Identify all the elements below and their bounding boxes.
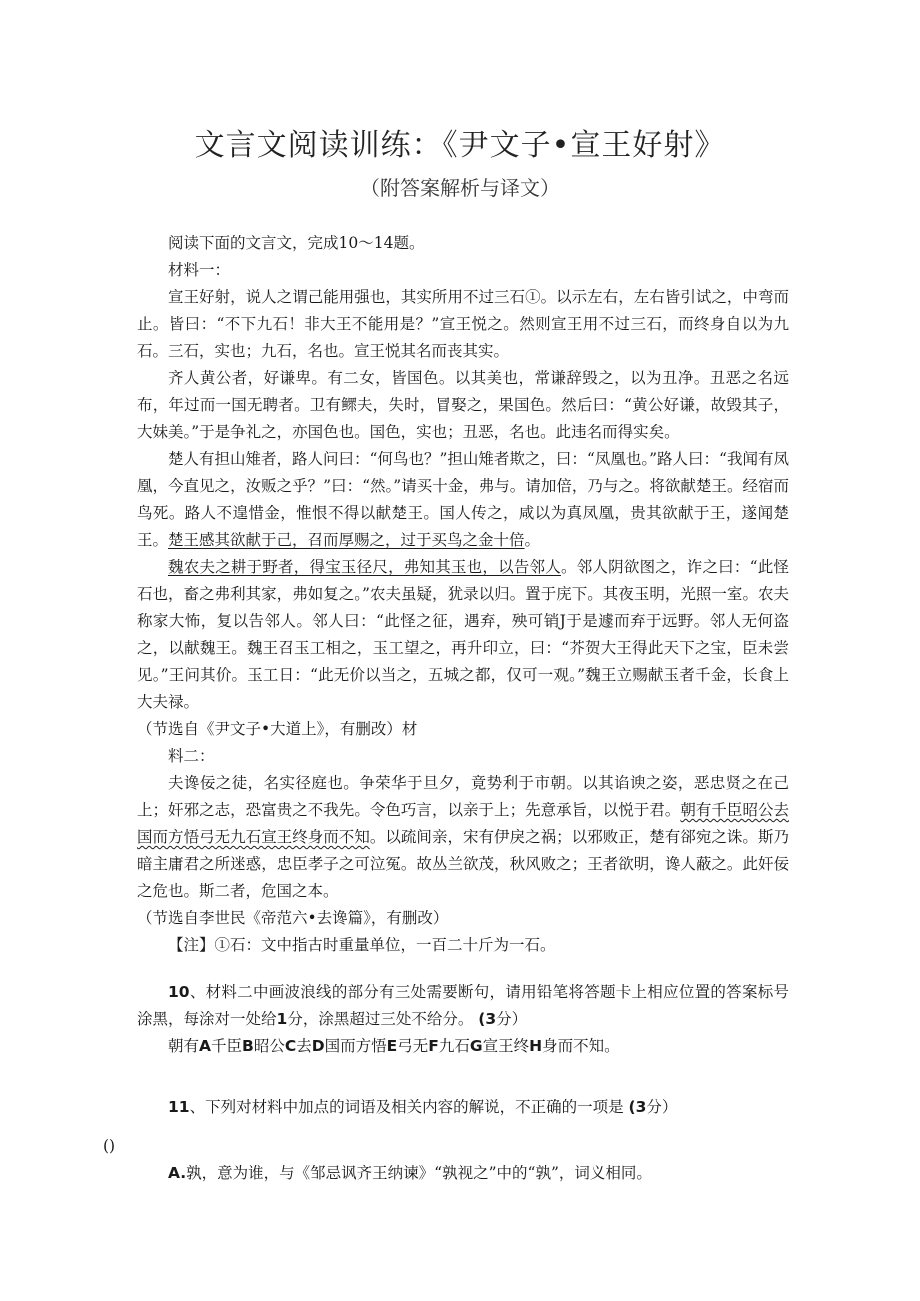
material1-label: 材料一： (168, 261, 231, 279)
material1-paragraph-1: 宣王好射，说人之谓己能用强也，其实所用不过三石①。以示左右，左右皆引试之，中弯而止。皆曰：“不下九石！非大王不能用是？”宣王悦之。然则宣王用不过三石，而终身自以为九石。三石，实也；九石，名也。宣王悦其名而丧其实。 (137, 288, 789, 360)
option-text: 九石 (438, 1037, 470, 1055)
page-subtitle: （附答案解析与译文） (360, 176, 560, 200)
option-letter[interactable]: B (242, 1037, 254, 1055)
footnote: 【注】①石：文中指古时重量单位，一百二十斤为一石。 (168, 936, 556, 954)
material1-paragraph-2: 齐人黄公者，好谦卑。有二女，皆国色。以其美也，常谦辞毁之，以为丑净。丑恶之名远布，年过而一国无聘者。卫有鳏夫，失时，冒娶之，果国色。然后曰：“黄公好谦，故毁其子，大妹美。”于是争礼之，亦国色也。国色，实也；丑恶，名也。此违名而得实矣。 (137, 369, 789, 441)
option-text: 朝有 (168, 1037, 200, 1055)
points-suffix: 分） (646, 1098, 678, 1116)
question-10-options (137, 1033, 789, 1060)
option-text: 孰，意为谁，与《邹忌讽齐王纳谏》“孰视之”中的“孰”，词义相同。 (186, 1164, 652, 1182)
material2-paragraph-1 (137, 770, 789, 905)
option-letter[interactable]: A. (168, 1164, 187, 1182)
question-11-option-a (137, 1160, 789, 1187)
points-value: (3 (628, 1098, 647, 1116)
option-text: 千臣 (211, 1037, 243, 1055)
intro-line: 阅读下面的文言文，完成10〜14题。 (168, 234, 425, 252)
option-letter[interactable]: E (386, 1037, 398, 1055)
option-letter[interactable]: C (284, 1037, 297, 1055)
option-letter[interactable]: H (529, 1037, 543, 1055)
material1-paragraph-4 (137, 554, 789, 716)
option-text: 昭公 (253, 1037, 285, 1055)
wavy-underlined-sentence: 朝有千臣昭公去国而方悟弓无九石宣王终身而不知 (137, 801, 789, 846)
option-text: 国而方悟 (324, 1037, 387, 1055)
points-value: (3 (478, 1010, 497, 1028)
option-letter[interactable]: G (469, 1037, 483, 1055)
plain-text: 。以疏间亲，宋有伊戾之祸；以邪败正，楚有郤宛之诛。斯乃暗主庸君之所迷惑，忠臣孝子之可泣冤。故丛兰欲茂，秋风败之；王者欲明，谗人蔽之。此奸佞之危也。斯二者，危国之本。 (137, 828, 789, 900)
answer-blank[interactable]: () (103, 1137, 116, 1155)
question-text: 分，涂黑超过三处不给分。 (287, 1010, 474, 1028)
underlined-sentence: 魏农夫之耕于野者，得宝玉径尺，弗知其玉也，以告邻人 (168, 558, 561, 576)
points-suffix: 分） (496, 1010, 528, 1028)
plain-text: 。 (524, 531, 541, 549)
material1-source: （节选自《尹文子•大道上》，有删改）材 (137, 720, 418, 738)
question-11 (137, 1094, 789, 1121)
question-number: 11 (168, 1098, 190, 1116)
option-text: 去 (296, 1037, 312, 1055)
material2-source: （节选自李世民《帝范六•去谗篇》，有删改） (137, 909, 449, 927)
option-text: 弓无 (397, 1037, 429, 1055)
article-body (103, 230, 789, 1187)
material2-label: 料二： (168, 747, 215, 765)
spacer (137, 1060, 789, 1094)
material1-paragraph-3 (137, 446, 789, 554)
question-number: 10 (168, 983, 190, 1001)
plain-text: 夫谗佞之徒，名实径庭也。争荣华于旦夕，竟势利于市朝。以其谄谀之姿，恶忠贤之在己上；奸邪之志，恐富贵之不我先。令色巧言，以亲于上；先意承旨，以悦于君。 (137, 774, 789, 819)
option-text: 宣王终 (482, 1037, 530, 1055)
spacer (137, 959, 789, 979)
points-value: 1 (276, 1010, 288, 1028)
question-10 (137, 979, 789, 1033)
page-title: 文言文阅读训练：《尹文子•宣王好射》 (194, 128, 726, 163)
option-letter[interactable]: A (199, 1037, 212, 1055)
underlined-sentence: 楚王感其欲献于己，召而厚赐之，过于买鸟之金十倍 (168, 531, 525, 549)
question-text: 、材料二中画波浪线的部分有三处需要断句，请用铅笔将答题卡上相应位置的答案标号涂黑，每涂对一处给 (137, 983, 789, 1028)
question-text: 、下列对材料中加点的词语及相关内容的解说，不正确的一项是 (189, 1098, 624, 1116)
option-letter[interactable]: D (311, 1037, 325, 1055)
option-text: 身而不知。 (542, 1037, 620, 1055)
plain-text: 楚人有担山雉者，路人问曰：“何鸟也？”担山雉者欺之，曰：“凤凰也。”路人曰：“我闻有凤凰，今直见之，汝贩之乎？”曰：“然。”请买十金，弗与。请加倍，乃与之。将欲献楚王。经宿而鸟死。路人不遑惜金，惟恨不得以献楚王。国人传之，咸以为真凤凰，贵其欲献于王，遂闻楚王。 (137, 450, 789, 549)
plain-text: 。邻人阴欲图之，诈之曰：“此怪石也，畜之弗利其家，弗如复之。”农夫虽疑，犹录以归。置于庑下。其夜玉明，光照一室。农夫称家大怖，复以告邻人。邻人曰：“此怪之征，遇弃，殃可销J于是遽而弃于远野。邻人无何盗之，以献魏王。魏王召玉工相之，玉工望之，再升印立，曰：“芥贺大王得此天下之宝，臣未尝见。”王问其价。玉工日：“此无价以当之，五城之都，仅可一观。”魏王立赐献玉者千金，长食上大夫禄。 (137, 558, 789, 711)
option-letter[interactable]: F (428, 1037, 439, 1055)
